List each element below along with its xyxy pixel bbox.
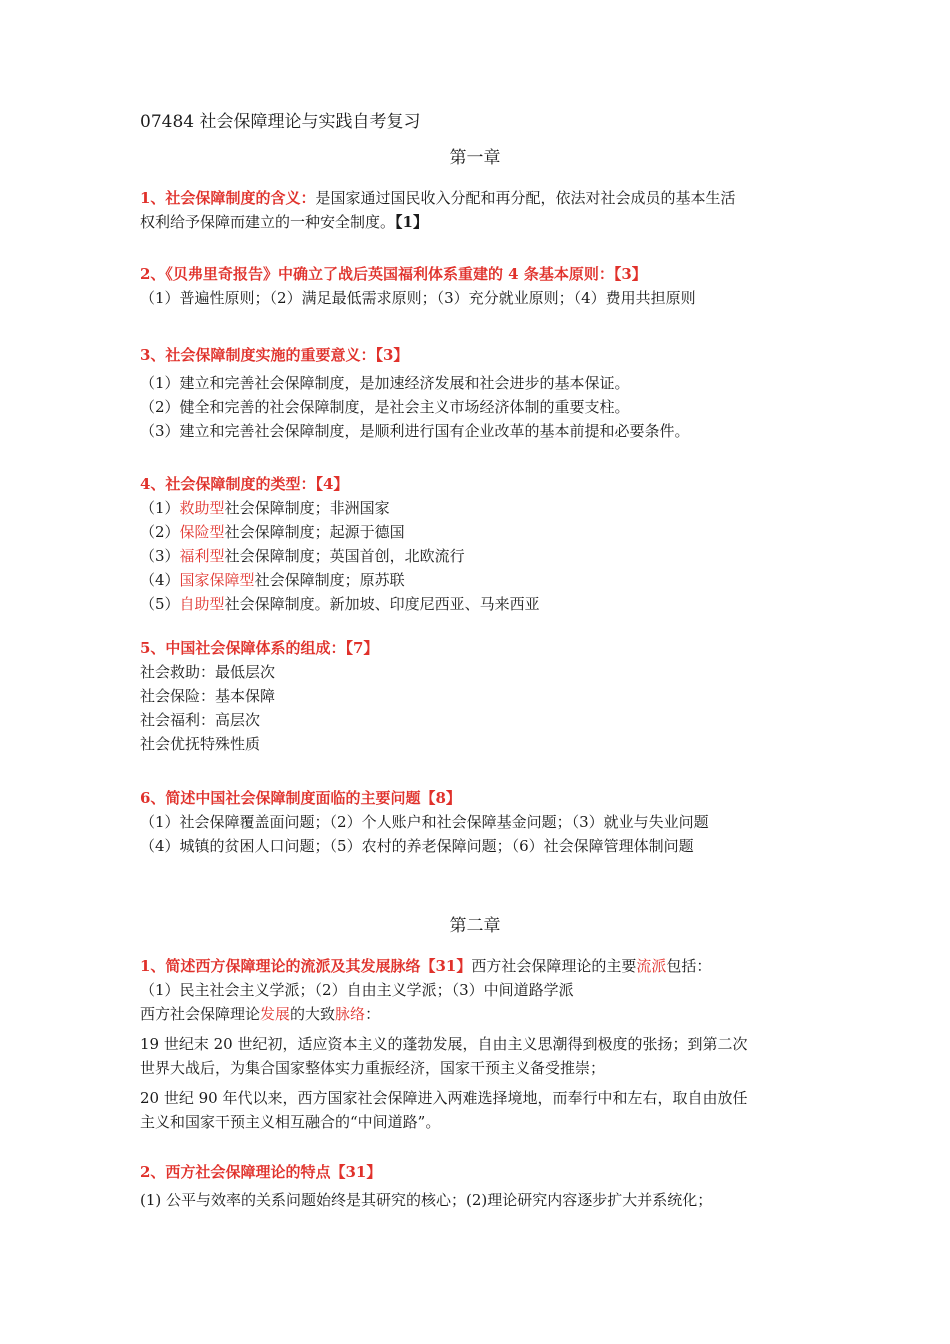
ch1-q1-body-1: 是国家通过国民收入分配和再分配，依法对社会成员的基本生活 (315, 189, 736, 207)
ch1-q6 (140, 786, 820, 858)
ch1-q2-heading: 2、《贝弗里奇报告》中确立了战后英国福利体系重建的 4 条基本原则： (140, 265, 614, 283)
ch2-q1-line2-c: ： (365, 1005, 381, 1023)
ch1-q6-ref: 【8】 (420, 789, 461, 807)
ch1-q3-item: （1）建立和完善社会保障制度，是加速经济发展和社会进步的基本保证。 (140, 374, 630, 392)
item-rest: 社会保障制度。新加坡、印度尼西亚、马来西亚 (224, 595, 540, 613)
ch1-q4-heading: 4、社会保障制度的类型： (140, 475, 316, 493)
ch1-q5 (140, 636, 820, 756)
chapter-2-title: 第二章 (449, 916, 501, 936)
ch1-q2-line: （1）普遍性原则；（2）满足最低需求原则；（3）充分就业原则；（4）费用共担原则 (140, 289, 696, 307)
ch1-q4-item (140, 520, 820, 544)
ch1-q4-item (140, 496, 820, 520)
ch1-q3-ref: 【3】 (375, 346, 409, 364)
ch2-q1-line2-a: 西方社会保障理论 (140, 1005, 261, 1023)
ch2-q1-after-red: 流派 (636, 957, 667, 975)
ch1-q3 (140, 343, 820, 443)
ch2-q1-para1-line2: 世界大战后，为集合国家整体实力重振经济，国家干预主义备受推崇； (140, 1059, 606, 1077)
item-type: 保险型 (179, 523, 225, 541)
ch2-q1 (140, 954, 820, 1134)
item-number: （3） (140, 547, 180, 565)
ch2-q1-after-b: 包括： (666, 957, 712, 975)
ch1-q3-item: （2）健全和完善的社会保障制度，是社会主义市场经济体制的重要支柱。 (140, 398, 630, 416)
ch2-q1-line2-red1: 发展 (260, 1005, 291, 1023)
ch1-q4-ref: 【4】 (315, 475, 349, 493)
ch1-q3-item: （3）建立和完善社会保障制度，是顺利进行国有企业改革的基本前提和必要条件。 (140, 422, 690, 440)
ch1-q5-item: 社会救助：最低层次 (140, 663, 276, 681)
ch1-q1-ref: 【1】 (395, 213, 428, 231)
ch1-q2 (140, 262, 820, 310)
ch2-q1-line2-red2: 脉络 (335, 1005, 366, 1023)
item-number: （4） (140, 571, 180, 589)
ch1-q5-item: 社会保险：基本保障 (140, 687, 276, 705)
ch1-q4-item (140, 592, 820, 616)
ch1-q5-item: 社会优抚特殊性质 (140, 735, 261, 753)
ch1-q5-ref: 【7】 (345, 639, 379, 657)
ch1-q1-body-2: 权利给予保障而建立的一种安全制度。 (140, 213, 396, 231)
item-rest: 社会保障制度；非洲国家 (224, 499, 390, 517)
item-number: （2） (140, 523, 180, 541)
ch1-q1-heading: 1、社会保障制度的含义： (140, 189, 316, 207)
ch1-q5-item: 社会福利：高层次 (140, 711, 261, 729)
ch2-q2-heading: 2、西方社会保障理论的特点 (140, 1163, 331, 1181)
ch2-q1-after-a: 西方社会保障理论的主要 (471, 957, 637, 975)
ch1-q4 (140, 472, 820, 616)
item-type: 救助型 (179, 499, 225, 517)
ch2-q2 (140, 1160, 820, 1212)
ch1-q6-line: （1）社会保障覆盖面问题；（2）个人账户和社会保障基金问题；（3）就业与失业问题 (140, 813, 709, 831)
ch1-q5-heading: 5、中国社会保障体系的组成： (140, 639, 346, 657)
item-rest: 社会保障制度；起源于德国 (224, 523, 405, 541)
ch1-q4-item (140, 568, 820, 592)
ch2-q2-ref: 【31】 (330, 1163, 382, 1181)
ch1-q4-item (140, 544, 820, 568)
ch1-q1 (140, 186, 820, 234)
ch2-q1-ref: 【31】 (420, 957, 472, 975)
item-rest: 社会保障制度；原苏联 (254, 571, 405, 589)
document-title: 07484 社会保障理论与实践自考复习 (140, 112, 421, 132)
ch2-q1-para2-line2: 主义和国家干预主义相互融合的“中间道路”。 (140, 1113, 441, 1131)
ch1-q3-heading: 3、社会保障制度实施的重要意义： (140, 346, 376, 364)
ch2-q1-heading: 1、简述西方保障理论的流派及其发展脉络 (140, 957, 421, 975)
chapter-1-title: 第一章 (449, 148, 501, 168)
ch2-q1-line2-b: 的大致 (290, 1005, 336, 1023)
ch1-q2-ref: 【3】 (613, 265, 647, 283)
item-rest: 社会保障制度；英国首创，北欧流行 (224, 547, 465, 565)
item-type: 自助型 (179, 595, 225, 613)
ch1-q6-line: （4）城镇的贫困人口问题；（5）农村的养老保障问题；（6）社会保障管理体制问题 (140, 837, 694, 855)
ch2-q1-line1: （1）民主社会主义学派；（2）自由主义学派；（3）中间道路学派 (140, 981, 574, 999)
ch2-q2-line: (1) 公平与效率的关系问题始终是其研究的核心；(2)理论研究内容逐步扩大并系统化； (140, 1191, 713, 1209)
item-type: 国家保障型 (179, 571, 255, 589)
ch2-q1-para2-line1: 20 世纪 90 年代以来，西方国家社会保障进入两难选择境地，而奉行中和左右，取自由放任 (140, 1089, 748, 1107)
item-number: （1） (140, 499, 180, 517)
item-number: （5） (140, 595, 180, 613)
ch2-q1-para1-line1: 19 世纪末 20 世纪初，适应资本主义的蓬勃发展，自由主义思潮得到极度的张扬；到第二次 (140, 1035, 748, 1053)
item-type: 福利型 (179, 547, 225, 565)
ch1-q6-heading: 6、简述中国社会保障制度面临的主要问题 (140, 789, 421, 807)
